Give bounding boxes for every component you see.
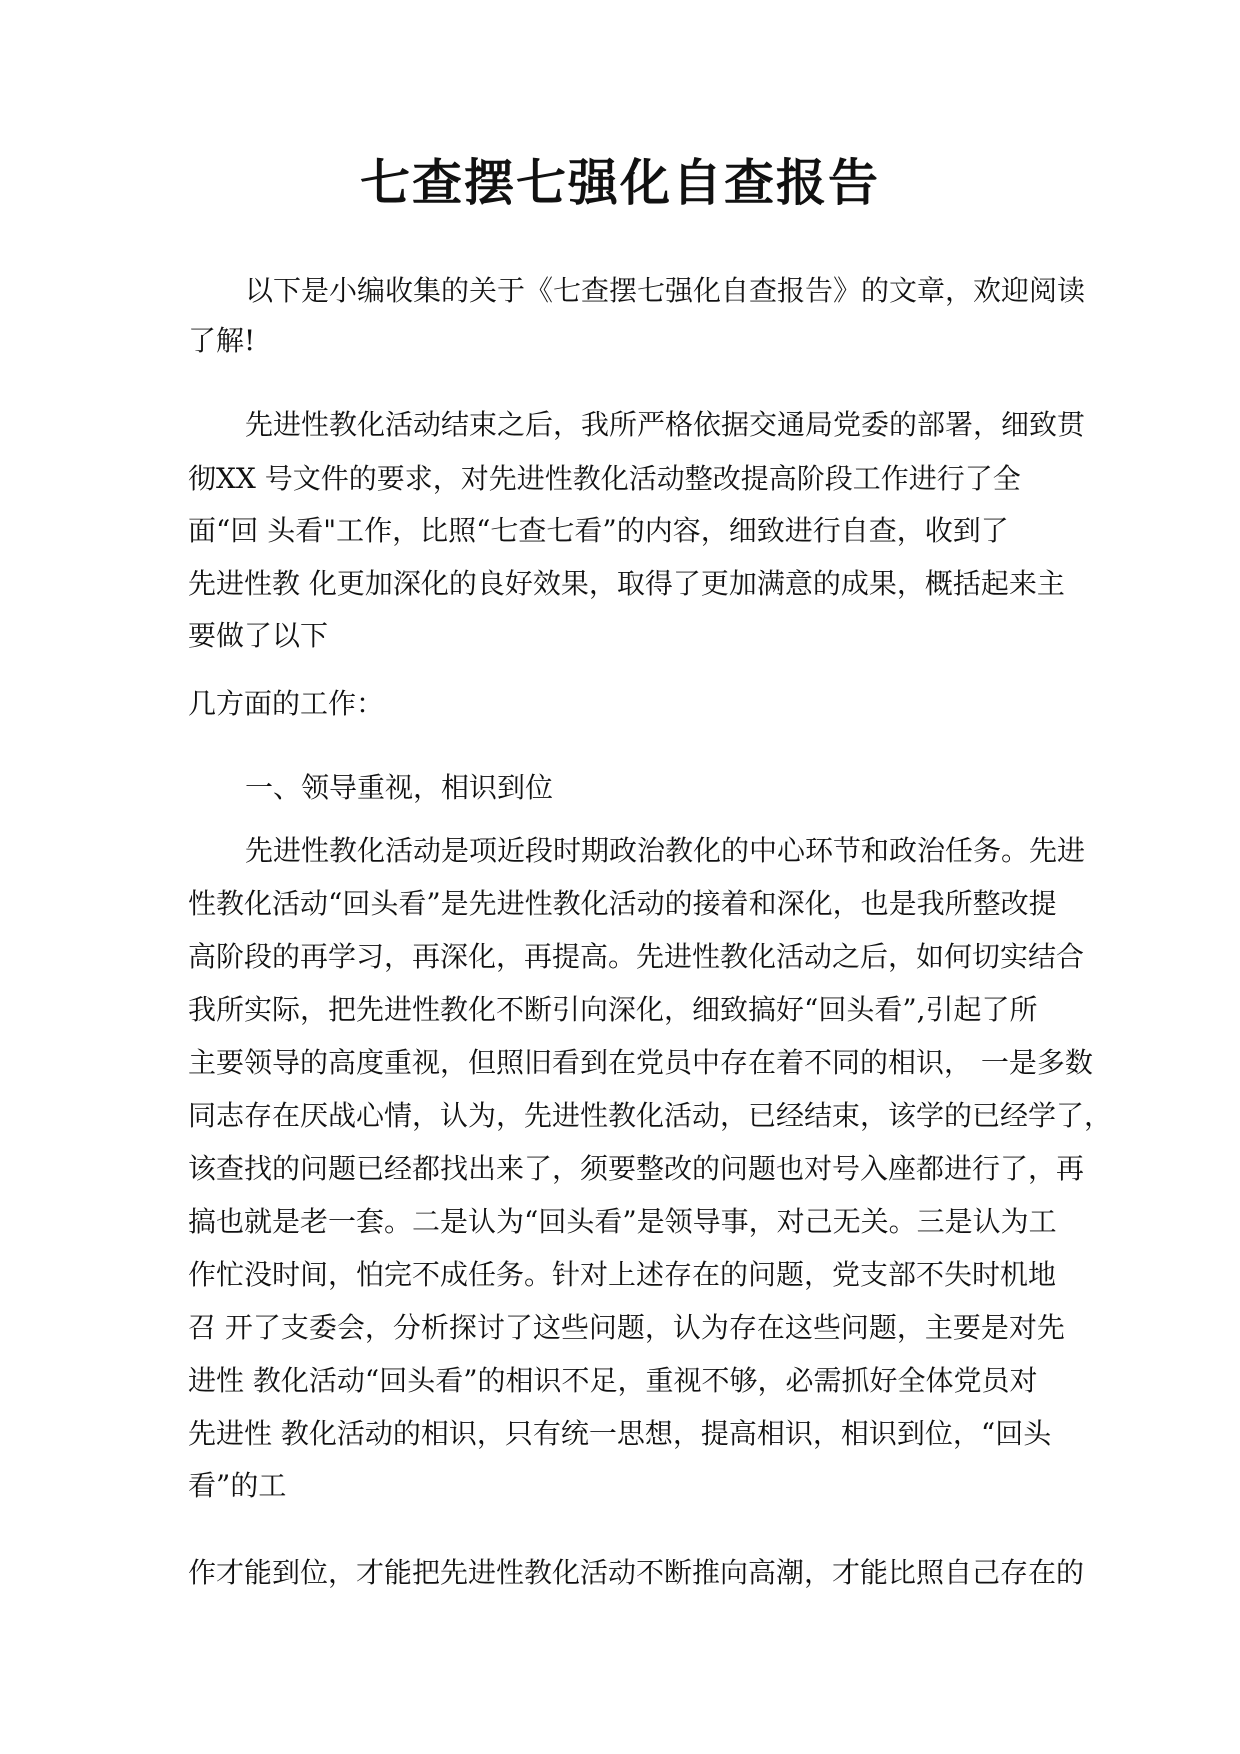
paragraph-line: 性教化活动“回头看”是先进性教化活动的接着和深化，也是我所整改提: [188, 887, 1057, 920]
paragraph-line: 该查找的问题已经都找出来了，须要整改的问题也对号入座都进行了，再: [188, 1152, 1085, 1185]
paragraph-line: 先进性教化活动是项近段时期政治教化的中心环节和政治任务。先进: [245, 834, 1086, 867]
paragraph-line: 看”的工: [188, 1469, 287, 1502]
paragraph-line: 同志存在厌战心情，认为，先进性教化活动，已经结束，该学的已经学了，: [188, 1099, 1113, 1132]
paragraph-line: 要做了以下: [188, 619, 329, 652]
paragraph-line: 我所实际，把先进性教化不断引向深化，细致搞好“回头看”,引起了所: [188, 993, 1038, 1026]
paragraph-line: 彻XX 号文件的要求，对先进性教化活动整改提高阶段工作进行了全: [188, 462, 1021, 495]
paragraph-line: 高阶段的再学习，再深化，再提高。先进性教化活动之后，如何切实结合: [188, 940, 1085, 973]
paragraph-line: 先进性 教化活动的相识，只有统一思想，提高相识，相识到位，“回头: [188, 1417, 1052, 1450]
paragraph-line: 进性 教化活动“回头看”的相识不足，重视不够，必需抓好全体党员对: [188, 1364, 1038, 1397]
paragraph-line: 面“回 头看"工作，比照“七查七看”的内容，细致进行自查，收到了: [188, 514, 1009, 547]
section-heading: 一、领导重视，相识到位: [245, 771, 554, 804]
paragraph-line: 几方面的工作：: [188, 687, 385, 720]
intro-line-1: 以下是小编收集的关于《七查摆七强化自查报告》的文章，欢迎阅读: [245, 274, 1086, 307]
paragraph-line: 主要领导的高度重视，但照旧看到在党员中存在着不同的相识， 一是多数: [188, 1046, 1093, 1079]
document-title: 七查摆七强化自查报告: [360, 153, 880, 212]
paragraph-line: 作忙没时间，怕完不成任务。针对上述存在的问题，党支部不失时机地: [188, 1258, 1057, 1291]
paragraph-line: 搞也就是老一套。二是认为“回头看”是领导事，对己无关。三是认为工: [188, 1205, 1057, 1238]
paragraph-line: 召 开了支委会，分析探讨了这些问题，认为存在这些问题，主要是对先: [188, 1311, 1065, 1344]
intro-line-2: 了解!: [188, 324, 256, 357]
paragraph-line: 先进性教化活动结束之后，我所严格依据交通局党委的部署，细致贯: [245, 408, 1086, 441]
paragraph-line: 作才能到位，才能把先进性教化活动不断推向高潮，才能比照自己存在的: [188, 1556, 1085, 1589]
paragraph-line: 先进性教 化更加深化的良好效果，取得了更加满意的成果，概括起来主: [188, 567, 1065, 600]
